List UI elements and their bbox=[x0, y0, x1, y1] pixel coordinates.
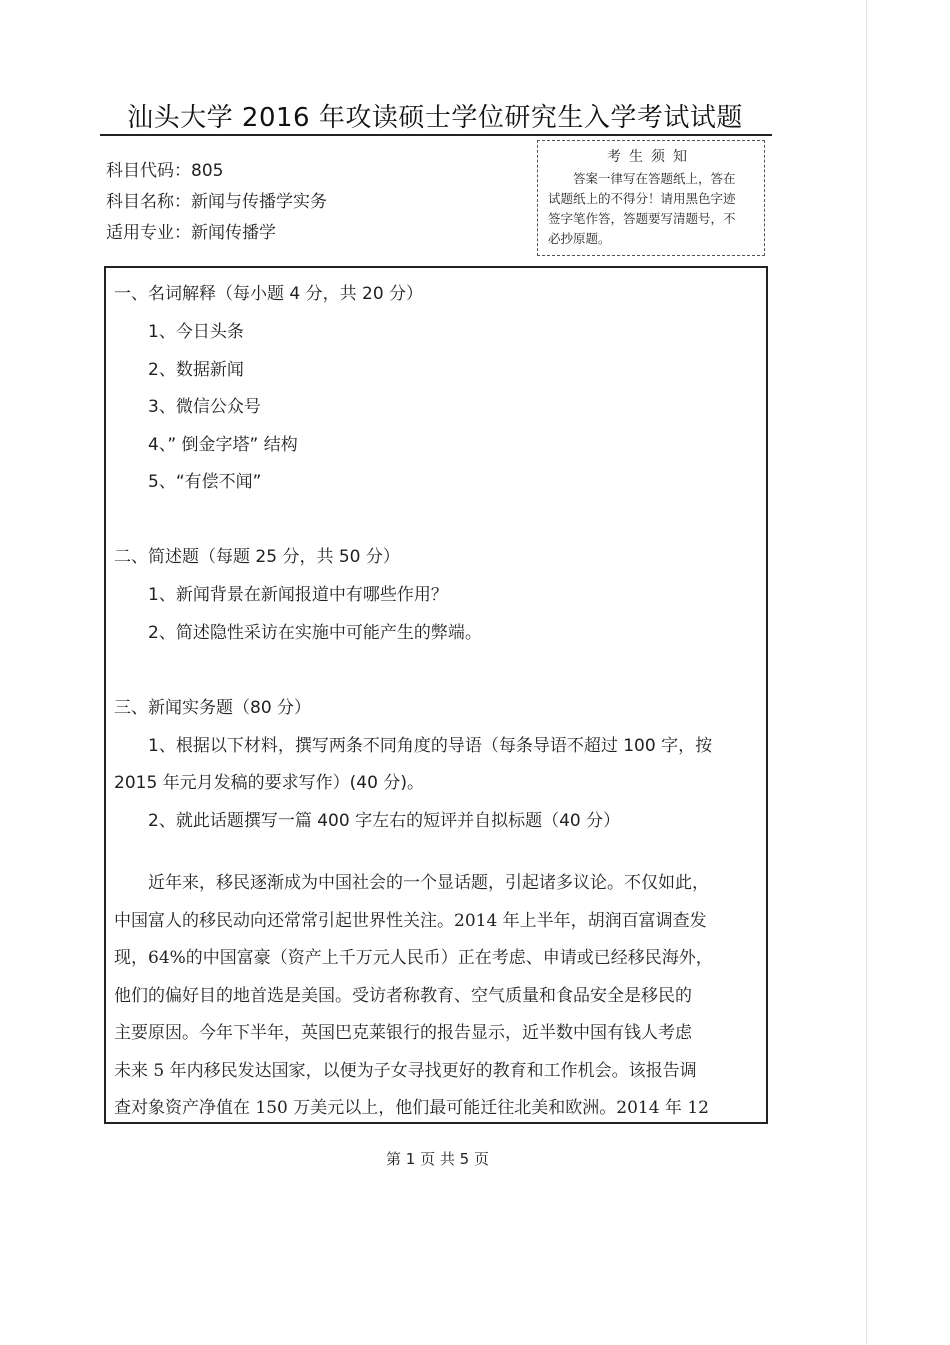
title-underline bbox=[100, 134, 772, 136]
subject-name: 科目名称：新闻与传播学实务 bbox=[106, 192, 327, 212]
question-item-continuation: 2015 年元月发稿的要求写作）(40 分)。 bbox=[114, 773, 424, 793]
notice-line: 签字笔作答，答题要写清题号，不 bbox=[548, 211, 736, 226]
passage-line: 主要原因。今年下半年，英国巴克莱银行的报告显示，近半数中国有钱人考虑 bbox=[114, 1023, 692, 1043]
question-item: 4、” 倒金字塔” 结构 bbox=[148, 435, 298, 455]
notice-title: 考生须知 bbox=[607, 149, 695, 165]
section-heading: 三、新闻实务题（80 分） bbox=[114, 698, 312, 718]
question-item: 1、今日头条 bbox=[148, 322, 244, 342]
question-item: 2、简述隐性采访在实施中可能产生的弊端。 bbox=[148, 623, 482, 643]
passage-line: 近年来，移民逐渐成为中国社会的一个显话题，引起诸多议论。不仅如此， bbox=[148, 873, 709, 893]
question-item: 3、微信公众号 bbox=[148, 397, 261, 417]
passage-line: 查对象资产净值在 150 万美元以上，他们最可能迁往北美和欧洲。2014 年 12 bbox=[114, 1098, 709, 1118]
question-item: 2、就此话题撰写一篇 400 字左右的短评并自拟标题（40 分） bbox=[148, 811, 621, 831]
question-item: 1、新闻背景在新闻报道中有哪些作用？ bbox=[148, 585, 448, 605]
question-item: 2、数据新闻 bbox=[148, 360, 244, 380]
page-title: 汕头大学 2016 年攻读硕士学位研究生入学考试试题 bbox=[127, 103, 743, 133]
passage-line: 中国富人的移民动向还常常引起世界性关注。2014 年上半年，胡润百富调查发 bbox=[114, 911, 707, 931]
passage-line: 现，64%的中国富豪（资产上千万元人民币）正在考虑、申请或已经移民海外， bbox=[114, 948, 713, 968]
notice-line: 试题纸上的不得分！请用黑色字迹 bbox=[548, 191, 736, 206]
question-item: 5、“有偿不闻” bbox=[148, 472, 262, 492]
notice-line: 答案一律写在答题纸上，答在 bbox=[573, 171, 736, 186]
subject-major: 适用专业：新闻传播学 bbox=[106, 223, 276, 243]
question-item: 1、根据以下材料，撰写两条不同角度的导语（每条导语不超过 100 字，按 bbox=[148, 736, 713, 756]
passage-line: 未来 5 年内移民发达国家，以便为子女寻找更好的教育和工作机会。该报告调 bbox=[114, 1061, 697, 1081]
section-heading: 二、简述题（每题 25 分，共 50 分） bbox=[114, 547, 400, 567]
exam-notice-box bbox=[537, 140, 765, 256]
subject-code: 科目代码：805 bbox=[106, 161, 224, 181]
page-number: 第 1 页 共 5 页 bbox=[386, 1150, 489, 1168]
scan-edge-line bbox=[866, 0, 867, 1345]
notice-line: 必抄原题。 bbox=[548, 231, 611, 246]
passage-line: 他们的偏好目的地首选是美国。受访者称教育、空气质量和食品安全是移民的 bbox=[114, 986, 692, 1006]
section-heading: 一、名词解释（每小题 4 分，共 20 分） bbox=[114, 284, 424, 304]
